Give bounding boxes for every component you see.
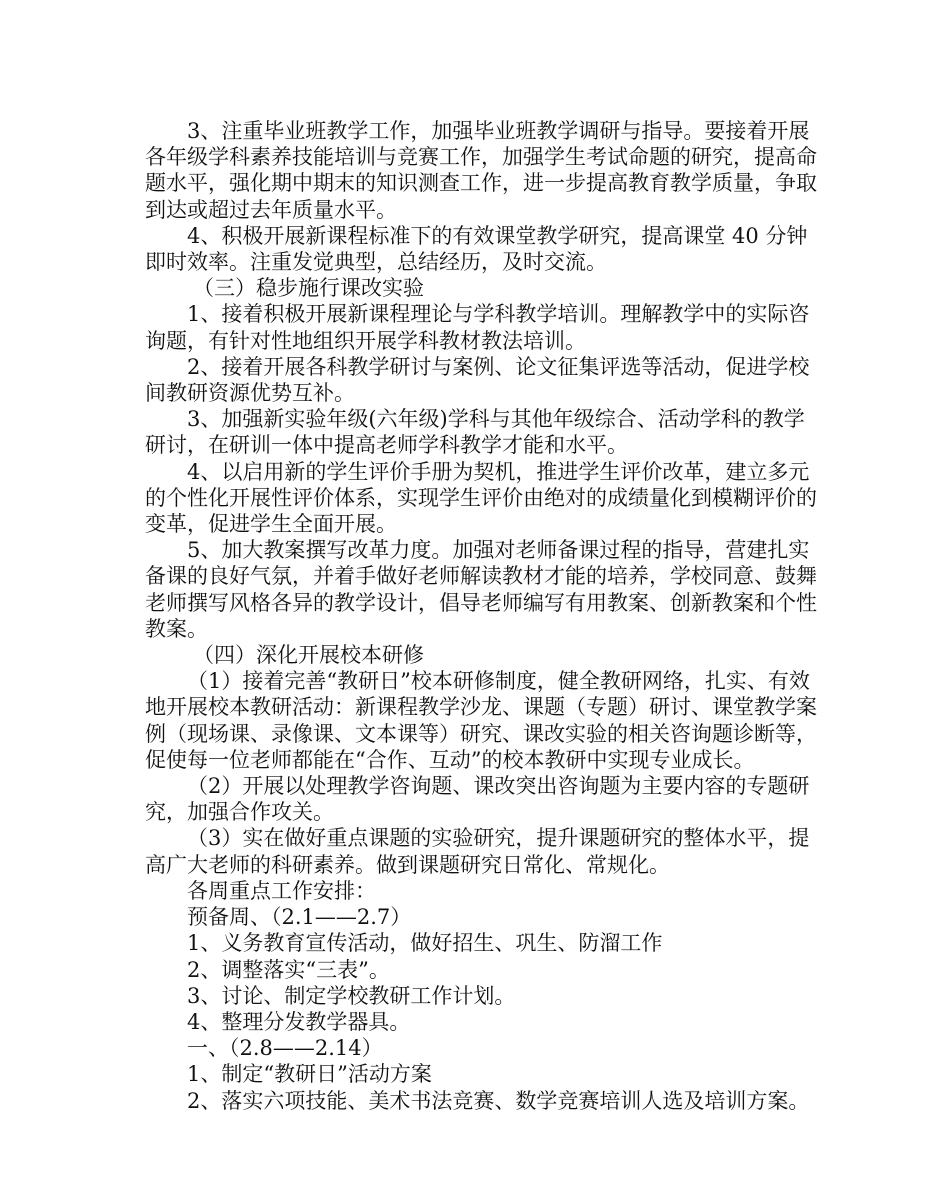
paragraph-effective-teaching: 4、积极开展新课程标准下的有效课堂教学研究，提高课堂 40 分钟即时效率。注重发觉典型，总结经历，及时交流。: [145, 223, 808, 275]
week-prep-item-3: 3、讨论、制定学校教研工作计划。: [187, 983, 516, 1008]
weekly-schedule-heading: 各周重点工作安排：: [187, 878, 376, 903]
paragraph-reform-2: 2、接着开展各科教学研讨与案例、论文征集评选等活动，促进学校间教研资源优势互补。: [145, 354, 810, 406]
week-1-item-1: 1、制定“教研日”活动方案: [187, 1062, 432, 1087]
paragraph-reform-3: 3、加强新实验年级(六年级)学科与其他年级综合、活动学科的教学研讨，在研训一体中提高老师学科教学才能和水平。: [145, 407, 805, 458]
document-body: [145, 118, 825, 1114]
paragraph-reform-5: 5、加大教案撰写改革力度。加强对老师备课过程的指导，营建扎实备课的良好气氛，并着手做好老师解读教材才能的培养，学校同意、鼓舞老师撰写风格各异的教学设计，倡导老师编写有用教案、创新教案和个性教案。: [145, 538, 817, 641]
paragraph-research-1: （1）接着完善“教研日”校本研修制度，健全教研网络，扎实、有效地开展校本教研活动：新课程教学沙龙、课题（专题）研讨、课堂教学案例（现场课、录像课、文本课等）研究、课改实验的相关咨询题诊断等，促使每一位老师都能在“合作、互动”的校本教研中实现专业成长。: [145, 669, 817, 772]
week-1-item-2: 2、落实六项技能、美术书法竞赛、数学竞赛培训人选及培训方案。: [187, 1088, 810, 1113]
section-heading-reform: （三）稳步施行课改实验: [193, 276, 424, 301]
week-prep-item-1: 1、义务教育宣传活动，做好招生、巩生、防溜工作: [187, 931, 663, 956]
paragraph-reform-4: 4、以启用新的学生评价手册为契机，推进学生评价改革，建立多元的个性化开展性评价体系，实现学生评价由绝对的成绩量化到模糊评价的变革，促进学生全面开展。: [145, 459, 817, 537]
week-prep-item-2: 2、调整落实“三表”。: [187, 957, 390, 982]
section-heading-school-research: （四）深化开展校本研修: [193, 643, 424, 668]
paragraph-research-3: （3）实在做好重点课题的实验研究，提升课题研究的整体水平，提高广大老师的科研素养。做到课题研究日常化、常规化。: [145, 826, 810, 877]
week-1-heading: 一、（2.8——2.14）: [187, 1036, 383, 1061]
paragraph-graduating-class: 3、注重毕业班教学工作，加强毕业班教学调研与指导。要接着开展各年级学科素养技能培训与竞赛工作，加强学生考试命题的研究，提高命题水平，强化期中期末的知识测查工作，进一步提高教育教学质量，争取到达或超过去年质量水平。: [145, 119, 817, 222]
week-prep-item-4: 4、整理分发教学器具。: [187, 1009, 411, 1034]
paragraph-research-2: （2）开展以处理教学咨询题、课改突出咨询题为主要内容的专题研究，加强合作攻关。: [145, 774, 810, 825]
paragraph-reform-1: 1、接着积极开展新课程理论与学科教学培训。理解教学中的实际咨询题，有针对性地组织开展学科教材教法培训。: [145, 302, 810, 353]
week-prep-heading: 预备周、（2.1——2.7）: [187, 905, 412, 930]
